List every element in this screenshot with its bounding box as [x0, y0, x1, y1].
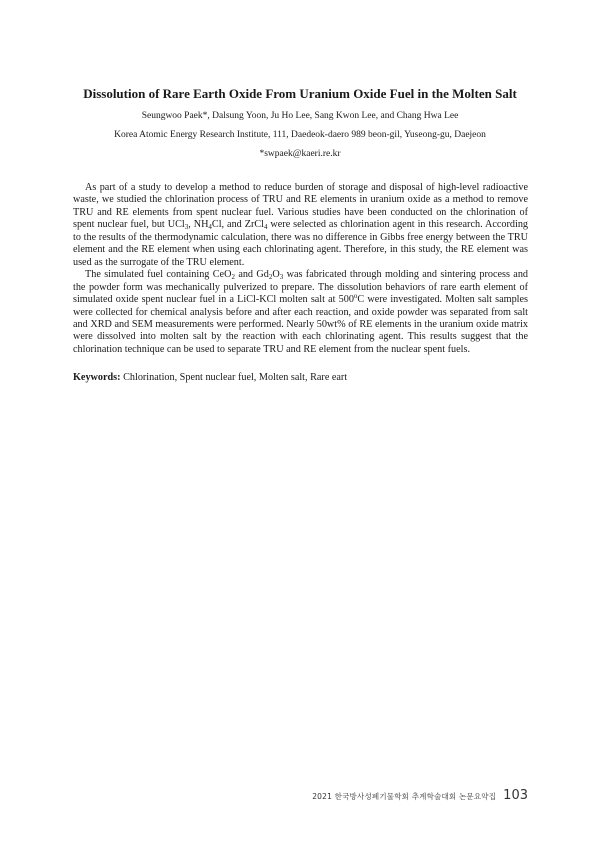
- p1-sub-2: 4: [208, 223, 212, 232]
- p2-text-4: was fabricated through molding and sintering process and the powder form was mechanically pulverized to prepare. The dissolution behaviors of rare earth element of simulated oxide spent nuclear fuel in a LiCl-KCl molten salt at 500: [73, 269, 529, 306]
- p2-text-2: and Gd: [234, 269, 269, 281]
- p1-text-4: were selected as chlorination agent in this research. According to the results of the thermodynamic calculation, there was no difference in Gibbs free energy between the TRU element and the RE element when using each chlorinating agent. Therefore, in this study, the RE element was used as the surrogate of the TRU element.: [73, 219, 529, 268]
- p1-text-2: , NH: [188, 219, 209, 231]
- p2-sub-2: 2: [268, 273, 273, 282]
- keywords-label: Keywords:: [73, 372, 121, 383]
- abstract-paragraph-1: [73, 182, 528, 269]
- p2-sub-3: 3: [279, 273, 284, 282]
- p2-text-5: C were investigated. Molten salt samples were collected for chemical analysis before and after each reaction, and oxide powder was separated from salt and XRD and SEM measurements were performed. Nearly 50wt% of RE elements in the uranium oxide matrix were dissolved into molten salt by the reaction with each chlorinating agent. This results suggest that the chlorination technique can be used to separate TRU and RE element from the nuclear spent fuels.: [73, 294, 528, 355]
- p1-sub-3: 4: [263, 223, 268, 232]
- conference-name: 2021 한국방사성폐기물학회 추계학술대회 논문요약집: [312, 792, 497, 801]
- p1-sub-1: 3: [184, 223, 189, 232]
- p1-text-3: Cl, and ZrCl: [211, 219, 264, 231]
- abstract-paragraph-2: [73, 269, 528, 356]
- affiliation: Korea Atomic Energy Research Institute, 111, Daedeok-daero 989 beon-gil, Yuseong-gu, Daejeon: [114, 130, 486, 140]
- paper-title: Dissolution of Rare Earth Oxide From Uranium Oxide Fuel in the Molten Salt: [83, 86, 517, 101]
- page-number: 103: [503, 788, 528, 803]
- author-list: Seungwoo Paek*, Dalsung Yoon, Ju Ho Lee, Sang Kwon Lee, and Chang Hwa Lee: [141, 111, 459, 121]
- p2-text-3: O: [272, 269, 280, 281]
- abstract-body: [73, 182, 528, 356]
- p2-sub-1: 2: [231, 273, 235, 282]
- page-footer: [312, 788, 528, 803]
- keywords-line: [73, 372, 528, 383]
- p2-text-1: The simulated fuel containing CeO: [85, 269, 232, 281]
- keywords-text: Chlorination, Spent nuclear fuel, Molten salt, Rare eart: [120, 372, 348, 383]
- contact-email: *swpaek@kaeri.re.kr: [259, 149, 341, 159]
- p1-text-1: As part of a study to develop a method to reduce burden of storage and disposal of high-level radioactive waste, we studied the chlorination process of TRU and RE elements in uranium oxide as a method to remove TRU and RE elements from spent nuclear fuel. Various studies have been conducted on the chlorination of spent nuclear fuel, but UCl: [73, 182, 528, 231]
- p2-sup-1: o: [353, 292, 358, 301]
